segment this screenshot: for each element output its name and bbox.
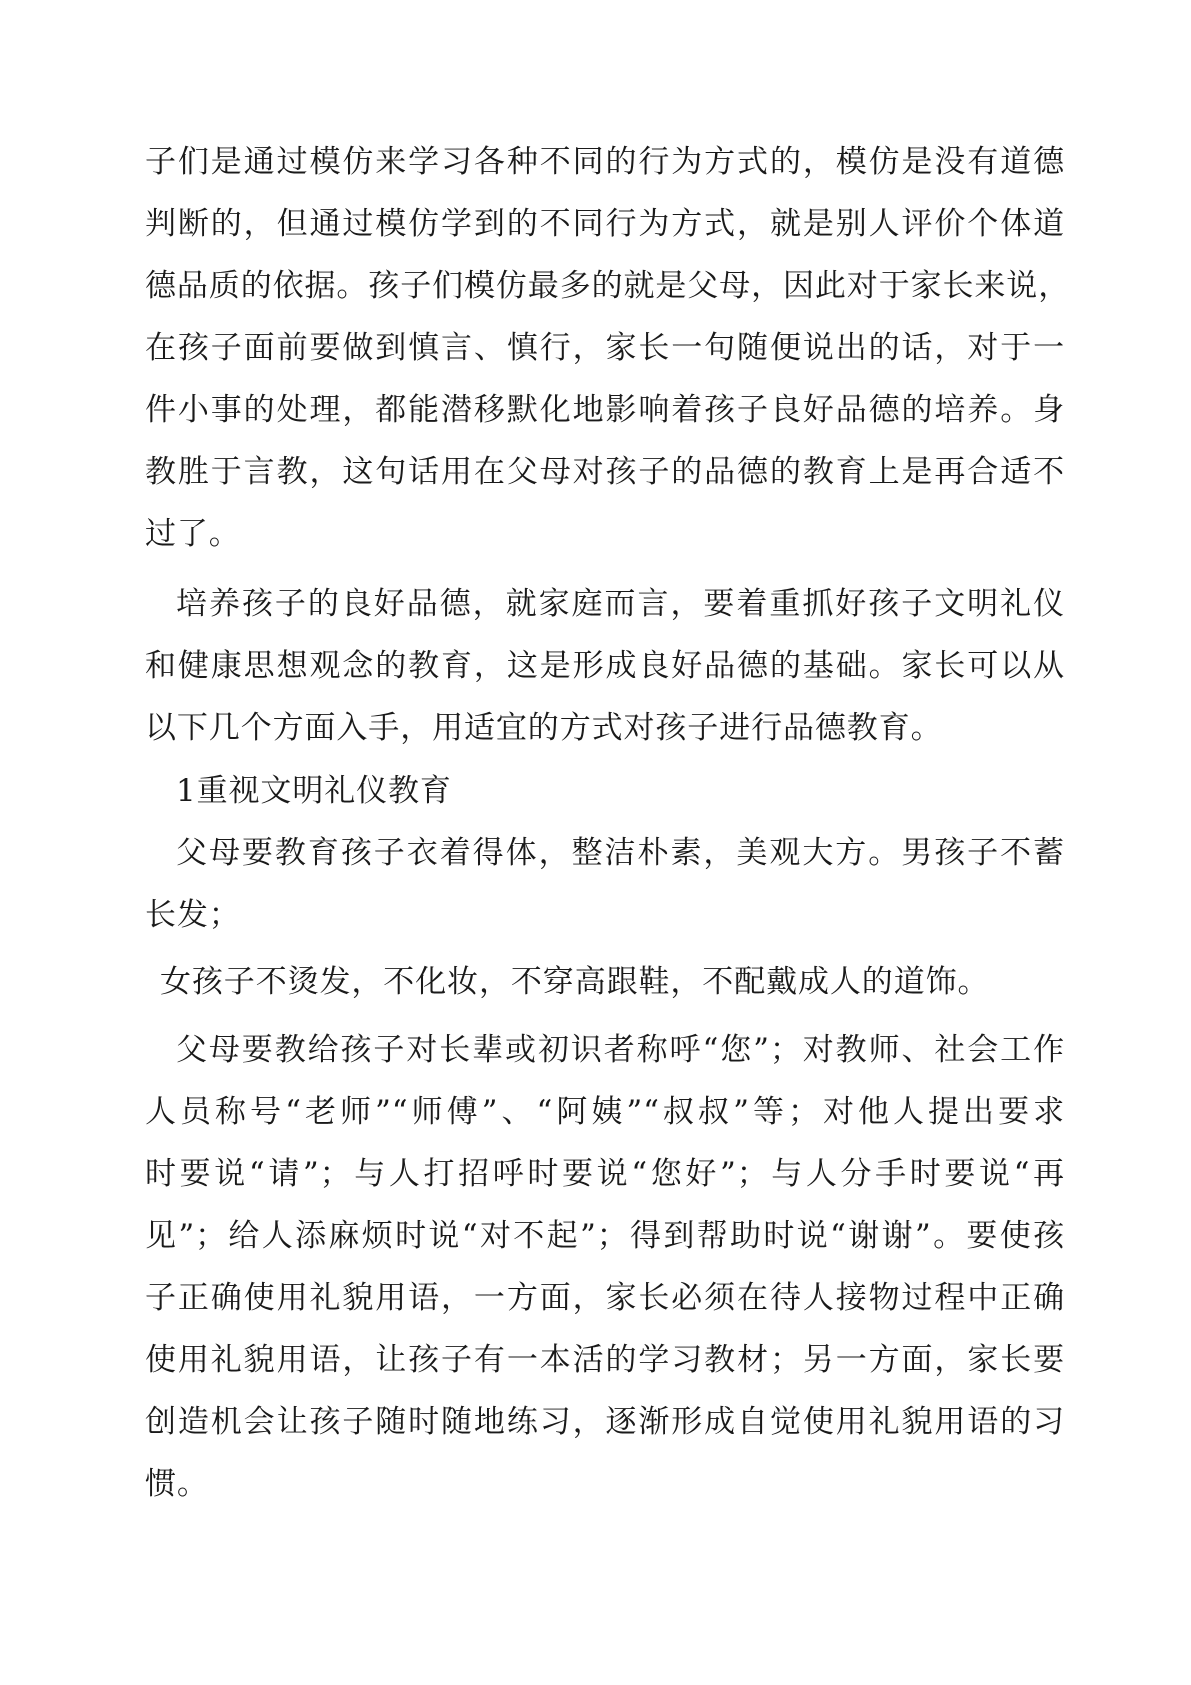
body-text-line: 子正确使用礼貌用语，一方面，家长必须在待人接物过程中正确 [145, 1280, 1065, 1316]
body-text-line: 人员称号“老师”“师傅”、“阿姨”“叔叔”等；对他人提出要求 [145, 1094, 1065, 1130]
body-text-line: 德品质的依据。孩子们模仿最多的就是父母，因此对于家长来说， [145, 268, 1071, 304]
body-text-line: 惯。 [145, 1466, 209, 1502]
body-text-line: 件小事的处理，都能潜移默化地影响着孩子良好品德的培养。身 [145, 392, 1065, 428]
body-text-line: 见”；给人添麻烦时说“对不起”；得到帮助时说“谢谢”。要使孩 [145, 1218, 1065, 1254]
body-text-line: 和健康思想观念的教育，这是形成良好品德的基础。家长可以从 [145, 648, 1065, 684]
body-text-line: 教胜于言教，这句话用在父母对孩子的品德的教育上是再合适不 [145, 454, 1065, 490]
paragraph-first-line: 父母要教育孩子衣着得体，整洁朴素，美观大方。男孩子不蓄 [176, 835, 1065, 871]
section-heading: 1重视文明礼仪教育 [176, 773, 452, 809]
body-text-line: 在孩子面前要做到慎言、慎行，家长一句随便说出的话，对于一 [145, 330, 1065, 366]
body-text-line: 创造机会让孩子随时随地练习，逐渐形成自觉使用礼貌用语的习 [145, 1404, 1065, 1440]
paragraph-first-line: 培养孩子的良好品德，就家庭而言，要着重抓好孩子文明礼仪 [176, 586, 1065, 622]
body-text-line: 过了。 [145, 516, 241, 552]
body-text-line: 时要说“请”；与人打招呼时要说“您好”；与人分手时要说“再 [145, 1156, 1065, 1192]
body-text-line: 子们是通过模仿来学习各种不同的行为方式的，模仿是没有道德 [145, 144, 1065, 180]
paragraph-first-line: 女孩子不烫发，不化妆，不穿高跟鞋，不配戴成人的道饰。 [160, 964, 990, 1000]
body-text-line: 长发； [145, 897, 241, 933]
paragraph-first-line: 父母要教给孩子对长辈或初识者称呼“您”；对教师、社会工作 [176, 1032, 1065, 1068]
body-text-line: 以下几个方面入手，用适宜的方式对孩子进行品德教育。 [145, 710, 943, 746]
body-text-line: 使用礼貌用语，让孩子有一本活的学习教材；另一方面，家长要 [145, 1342, 1065, 1378]
body-text-line: 判断的，但通过模仿学到的不同行为方式，就是别人评价个体道 [145, 206, 1065, 242]
